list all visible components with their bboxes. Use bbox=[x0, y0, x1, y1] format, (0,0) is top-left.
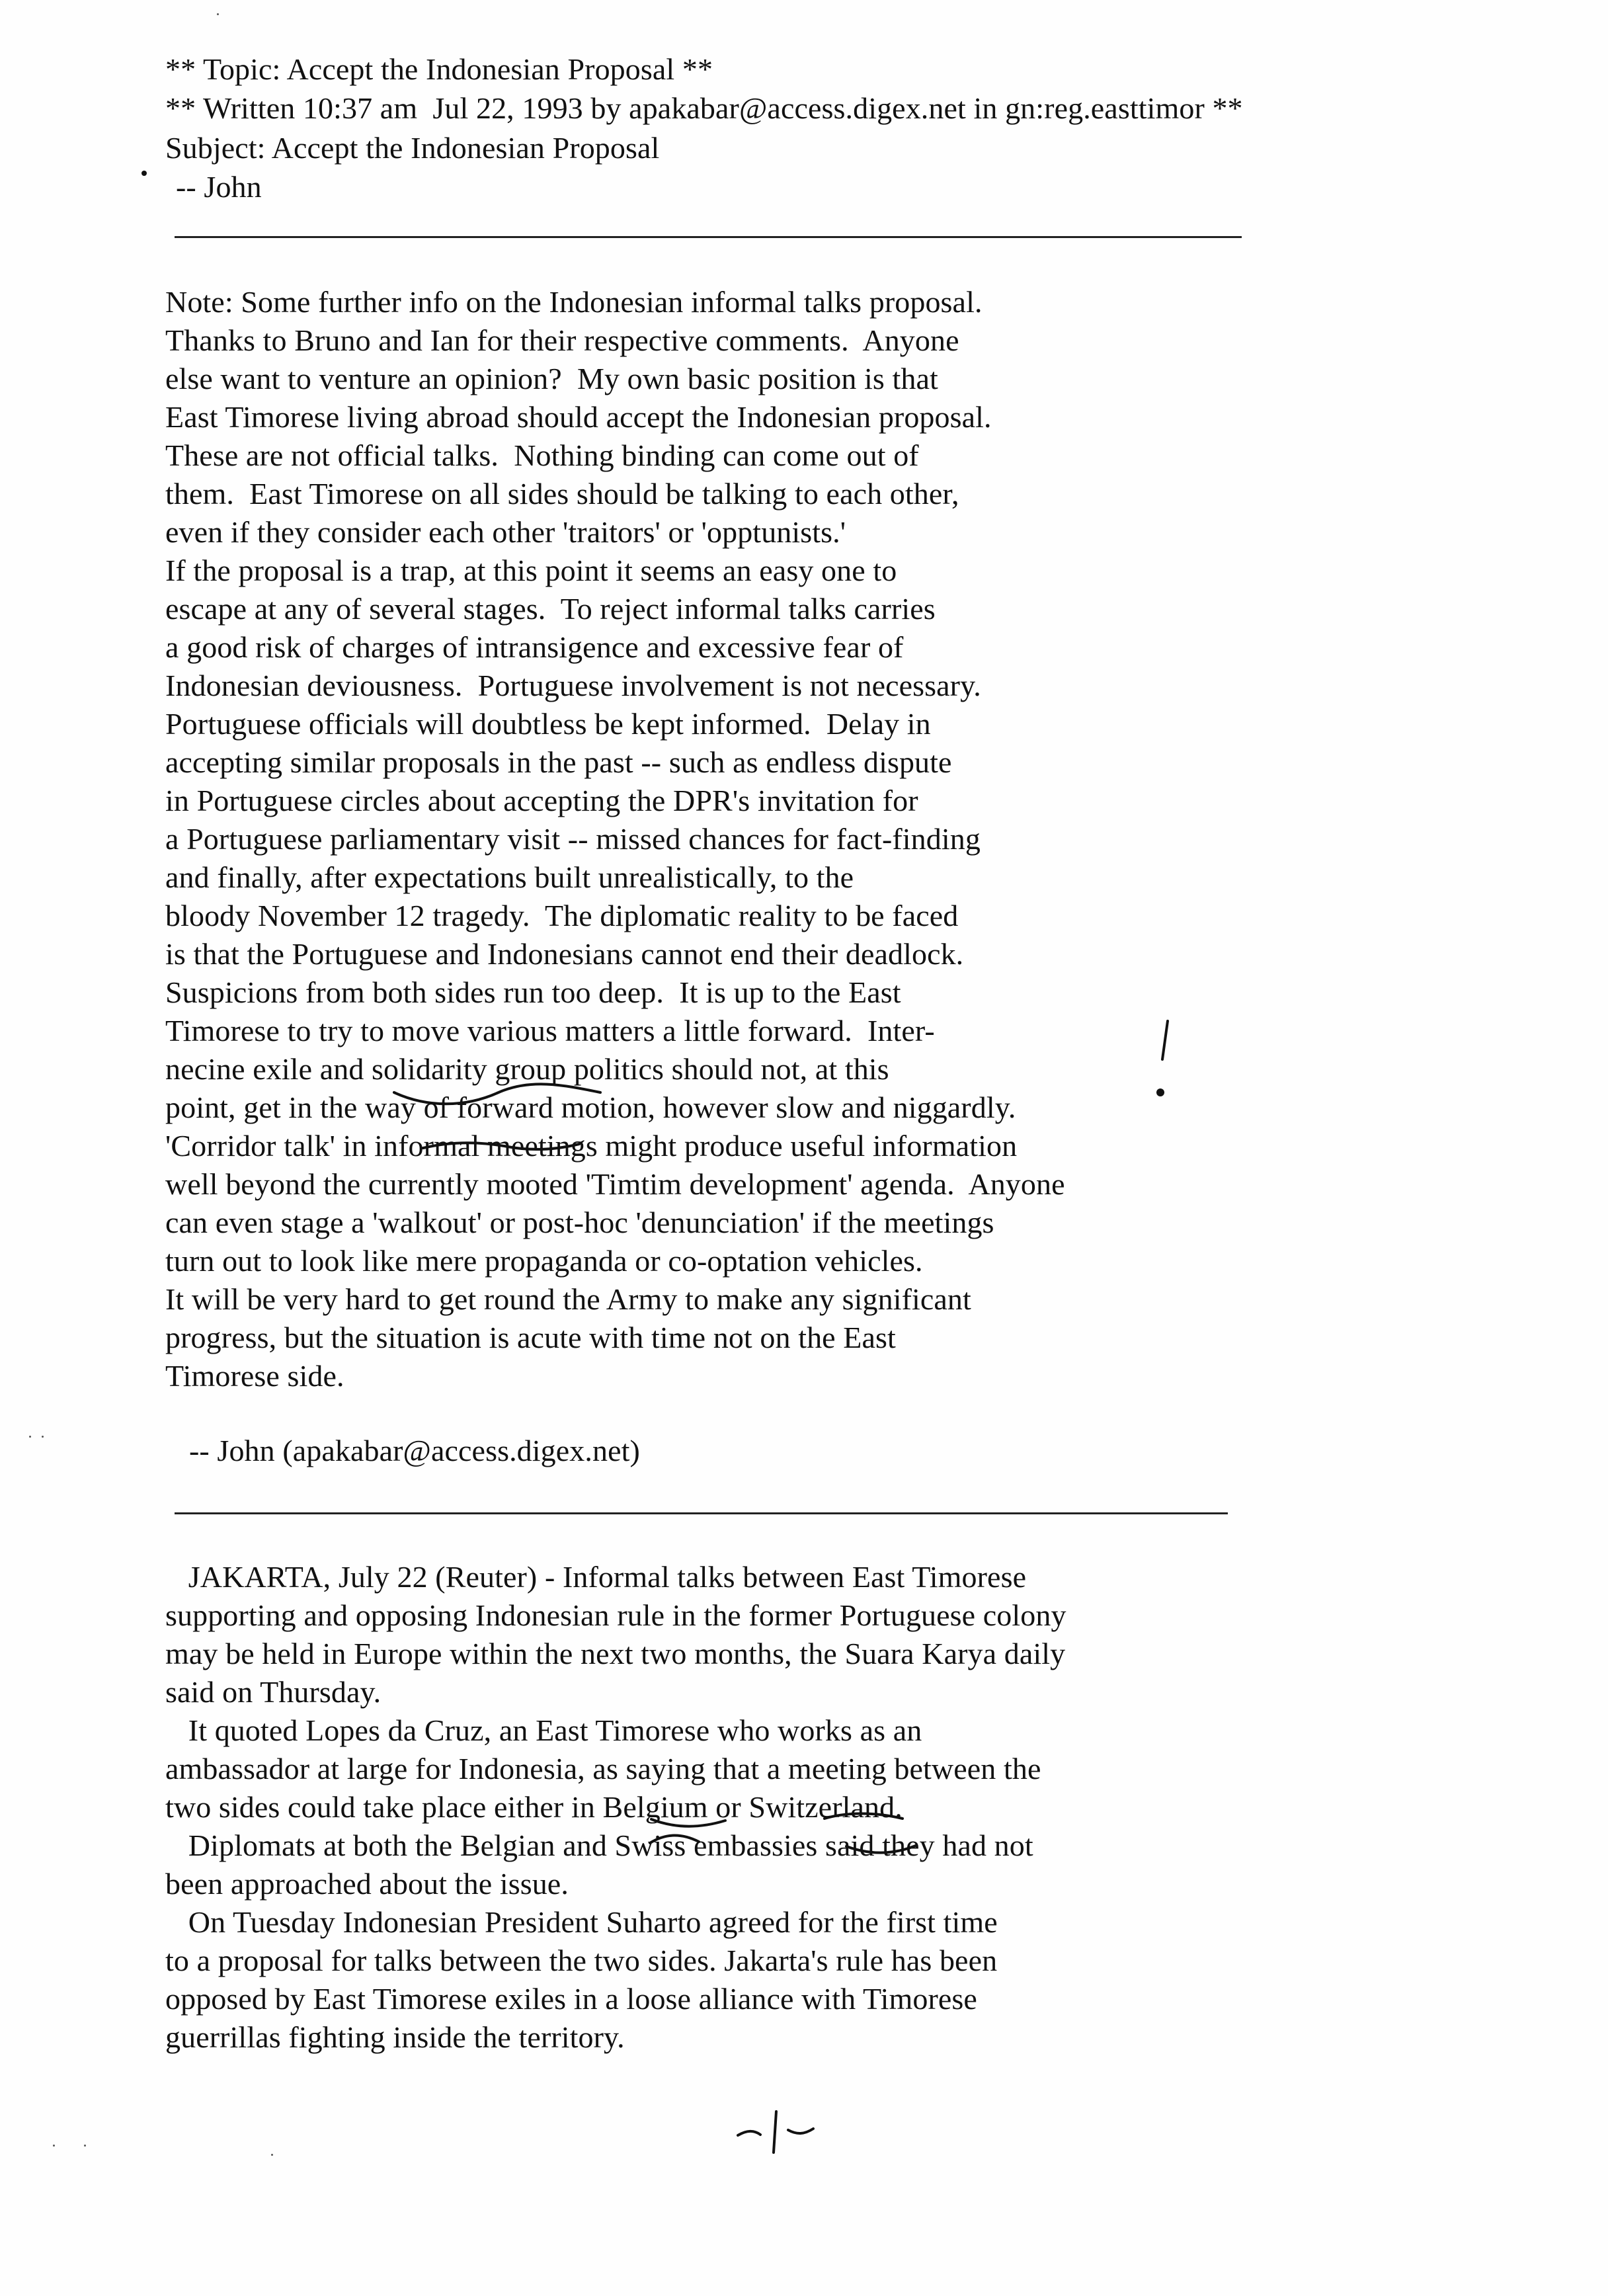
note-line-4: East Timorese living abroad should accept the Indonesian proposal. bbox=[165, 400, 992, 434]
note-line-17: bloody November 12 tragedy. The diplomatic reality to be faced bbox=[165, 899, 959, 932]
note-line-18: is that the Portuguese and Indonesians cannot end their deadlock. bbox=[165, 937, 964, 971]
subject-line: Subject: Accept the Indonesian Proposal bbox=[165, 131, 660, 165]
note-line-13: accepting similar proposals in the past -- such as endless dispute bbox=[165, 745, 952, 779]
note-line-27: It will be very hard to get round the Army to make any significant bbox=[165, 1282, 971, 1316]
note-line-25: can even stage a 'walkout' or post-hoc 'denunciation' if the meetings bbox=[165, 1206, 994, 1239]
note-line-7: even if they consider each other 'traitors' or 'opptunists.' bbox=[165, 515, 846, 549]
header-divider bbox=[175, 236, 1242, 238]
note-line-24: well beyond the currently mooted 'Timtim development' agenda. Anyone bbox=[165, 1167, 1065, 1201]
article-line-2: supporting and opposing Indonesian rule in the former Portuguese colony bbox=[165, 1598, 1066, 1632]
note-line-6: them. East Timorese on all sides should be talking to each other, bbox=[165, 477, 959, 511]
scan-speck bbox=[84, 2145, 86, 2147]
note-divider bbox=[175, 1512, 1228, 1514]
note-line-15: a Portuguese parliamentary visit -- missed chances for fact-finding bbox=[165, 822, 981, 856]
note-line-23: 'Corridor talk' in informal meetings might produce useful information bbox=[165, 1129, 1018, 1163]
article-line-5: It quoted Lopes da Cruz, an East Timorese who works as an bbox=[165, 1713, 922, 1747]
scan-speck bbox=[217, 13, 219, 15]
page-number-stroke-icon bbox=[727, 2106, 826, 2159]
stray-bullet bbox=[141, 171, 147, 176]
signature-line: -- John (apakabar@access.digex.net) bbox=[189, 1434, 640, 1467]
note-line-28: progress, but the situation is acute with time not on the East bbox=[165, 1321, 896, 1354]
article-line-7: two sides could take place either in Belgium or Switzerland. bbox=[165, 1790, 903, 1824]
article-line-8: Diplomats at both the Belgian and Swiss embassies said they had not bbox=[165, 1828, 1033, 1862]
article-line-9: been approached about the issue. bbox=[165, 1867, 569, 1901]
note-line-16: and finally, after expectations built unrealistically, to the bbox=[165, 860, 854, 894]
scan-speck bbox=[29, 1436, 31, 1438]
article-line-10: On Tuesday Indonesian President Suharto agreed for the first time bbox=[165, 1905, 998, 1939]
scan-speck bbox=[271, 2154, 273, 2156]
note-line-10: a good risk of charges of intransigence and excessive fear of bbox=[165, 630, 904, 664]
note-line-21: necine exile and solidarity group politics should not, at this bbox=[165, 1052, 889, 1086]
note-line-9: escape at any of several stages. To reject informal talks carries bbox=[165, 592, 936, 626]
note-line-29: Timorese side. bbox=[165, 1359, 344, 1393]
note-line-2: Thanks to Bruno and Ian for their respective comments. Anyone bbox=[165, 323, 959, 357]
margin-slash-mark bbox=[1142, 1014, 1182, 1100]
note-line-5: These are not official talks. Nothing binding can come out of bbox=[165, 438, 919, 472]
article-line-13: guerrillas fighting inside the territory. bbox=[165, 2020, 625, 2054]
note-line-26: turn out to look like mere propaganda or co-optation vehicles. bbox=[165, 1244, 923, 1278]
article-line-11: to a proposal for talks between the two sides. Jakarta's rule has been bbox=[165, 1944, 998, 1977]
note-line-22: point, get in the way of forward motion, however slow and niggardly. bbox=[165, 1090, 1016, 1124]
note-line-14: in Portuguese circles about accepting the DPR's invitation for bbox=[165, 784, 918, 817]
note-line-12: Portuguese officials will doubtless be kept informed. Delay in bbox=[165, 707, 931, 741]
note-line-8: If the proposal is a trap, at this point it seems an easy one to bbox=[165, 554, 897, 587]
scan-speck bbox=[42, 1436, 44, 1438]
article-line-1: JAKARTA, July 22 (Reuter) - Informal talks between East Timorese bbox=[165, 1560, 1027, 1594]
note-line-19: Suspicions from both sides run too deep. It is up to the East bbox=[165, 975, 901, 1009]
article-line-6: ambassador at large for Indonesia, as saying that a meeting between the bbox=[165, 1752, 1041, 1785]
note-line-3: else want to venture an opinion? My own basic position is that bbox=[165, 362, 938, 395]
article-line-4: said on Thursday. bbox=[165, 1675, 382, 1709]
handwritten-page-number bbox=[727, 2106, 826, 2159]
scan-speck bbox=[53, 2145, 55, 2147]
note-line-20: Timorese to try to move various matters a little forward. Inter- bbox=[165, 1014, 935, 1047]
article-line-3: may be held in Europe within the next two months, the Suara Karya daily bbox=[165, 1637, 1066, 1670]
note-line-11: Indonesian deviousness. Portuguese involvement is not necessary. bbox=[165, 669, 981, 702]
note-line-1: Note: Some further info on the Indonesian informal talks proposal. bbox=[165, 285, 983, 319]
article-line-12: opposed by East Timorese exiles in a loose alliance with Timorese bbox=[165, 1982, 977, 2016]
topic-line: ** Topic: Accept the Indonesian Proposal ** bbox=[165, 52, 713, 86]
sender-line: -- John bbox=[176, 170, 262, 204]
written-line: ** Written 10:37 am Jul 22, 1993 by apakabar@access.digex.net in gn:reg.easttimor ** bbox=[165, 91, 1243, 125]
